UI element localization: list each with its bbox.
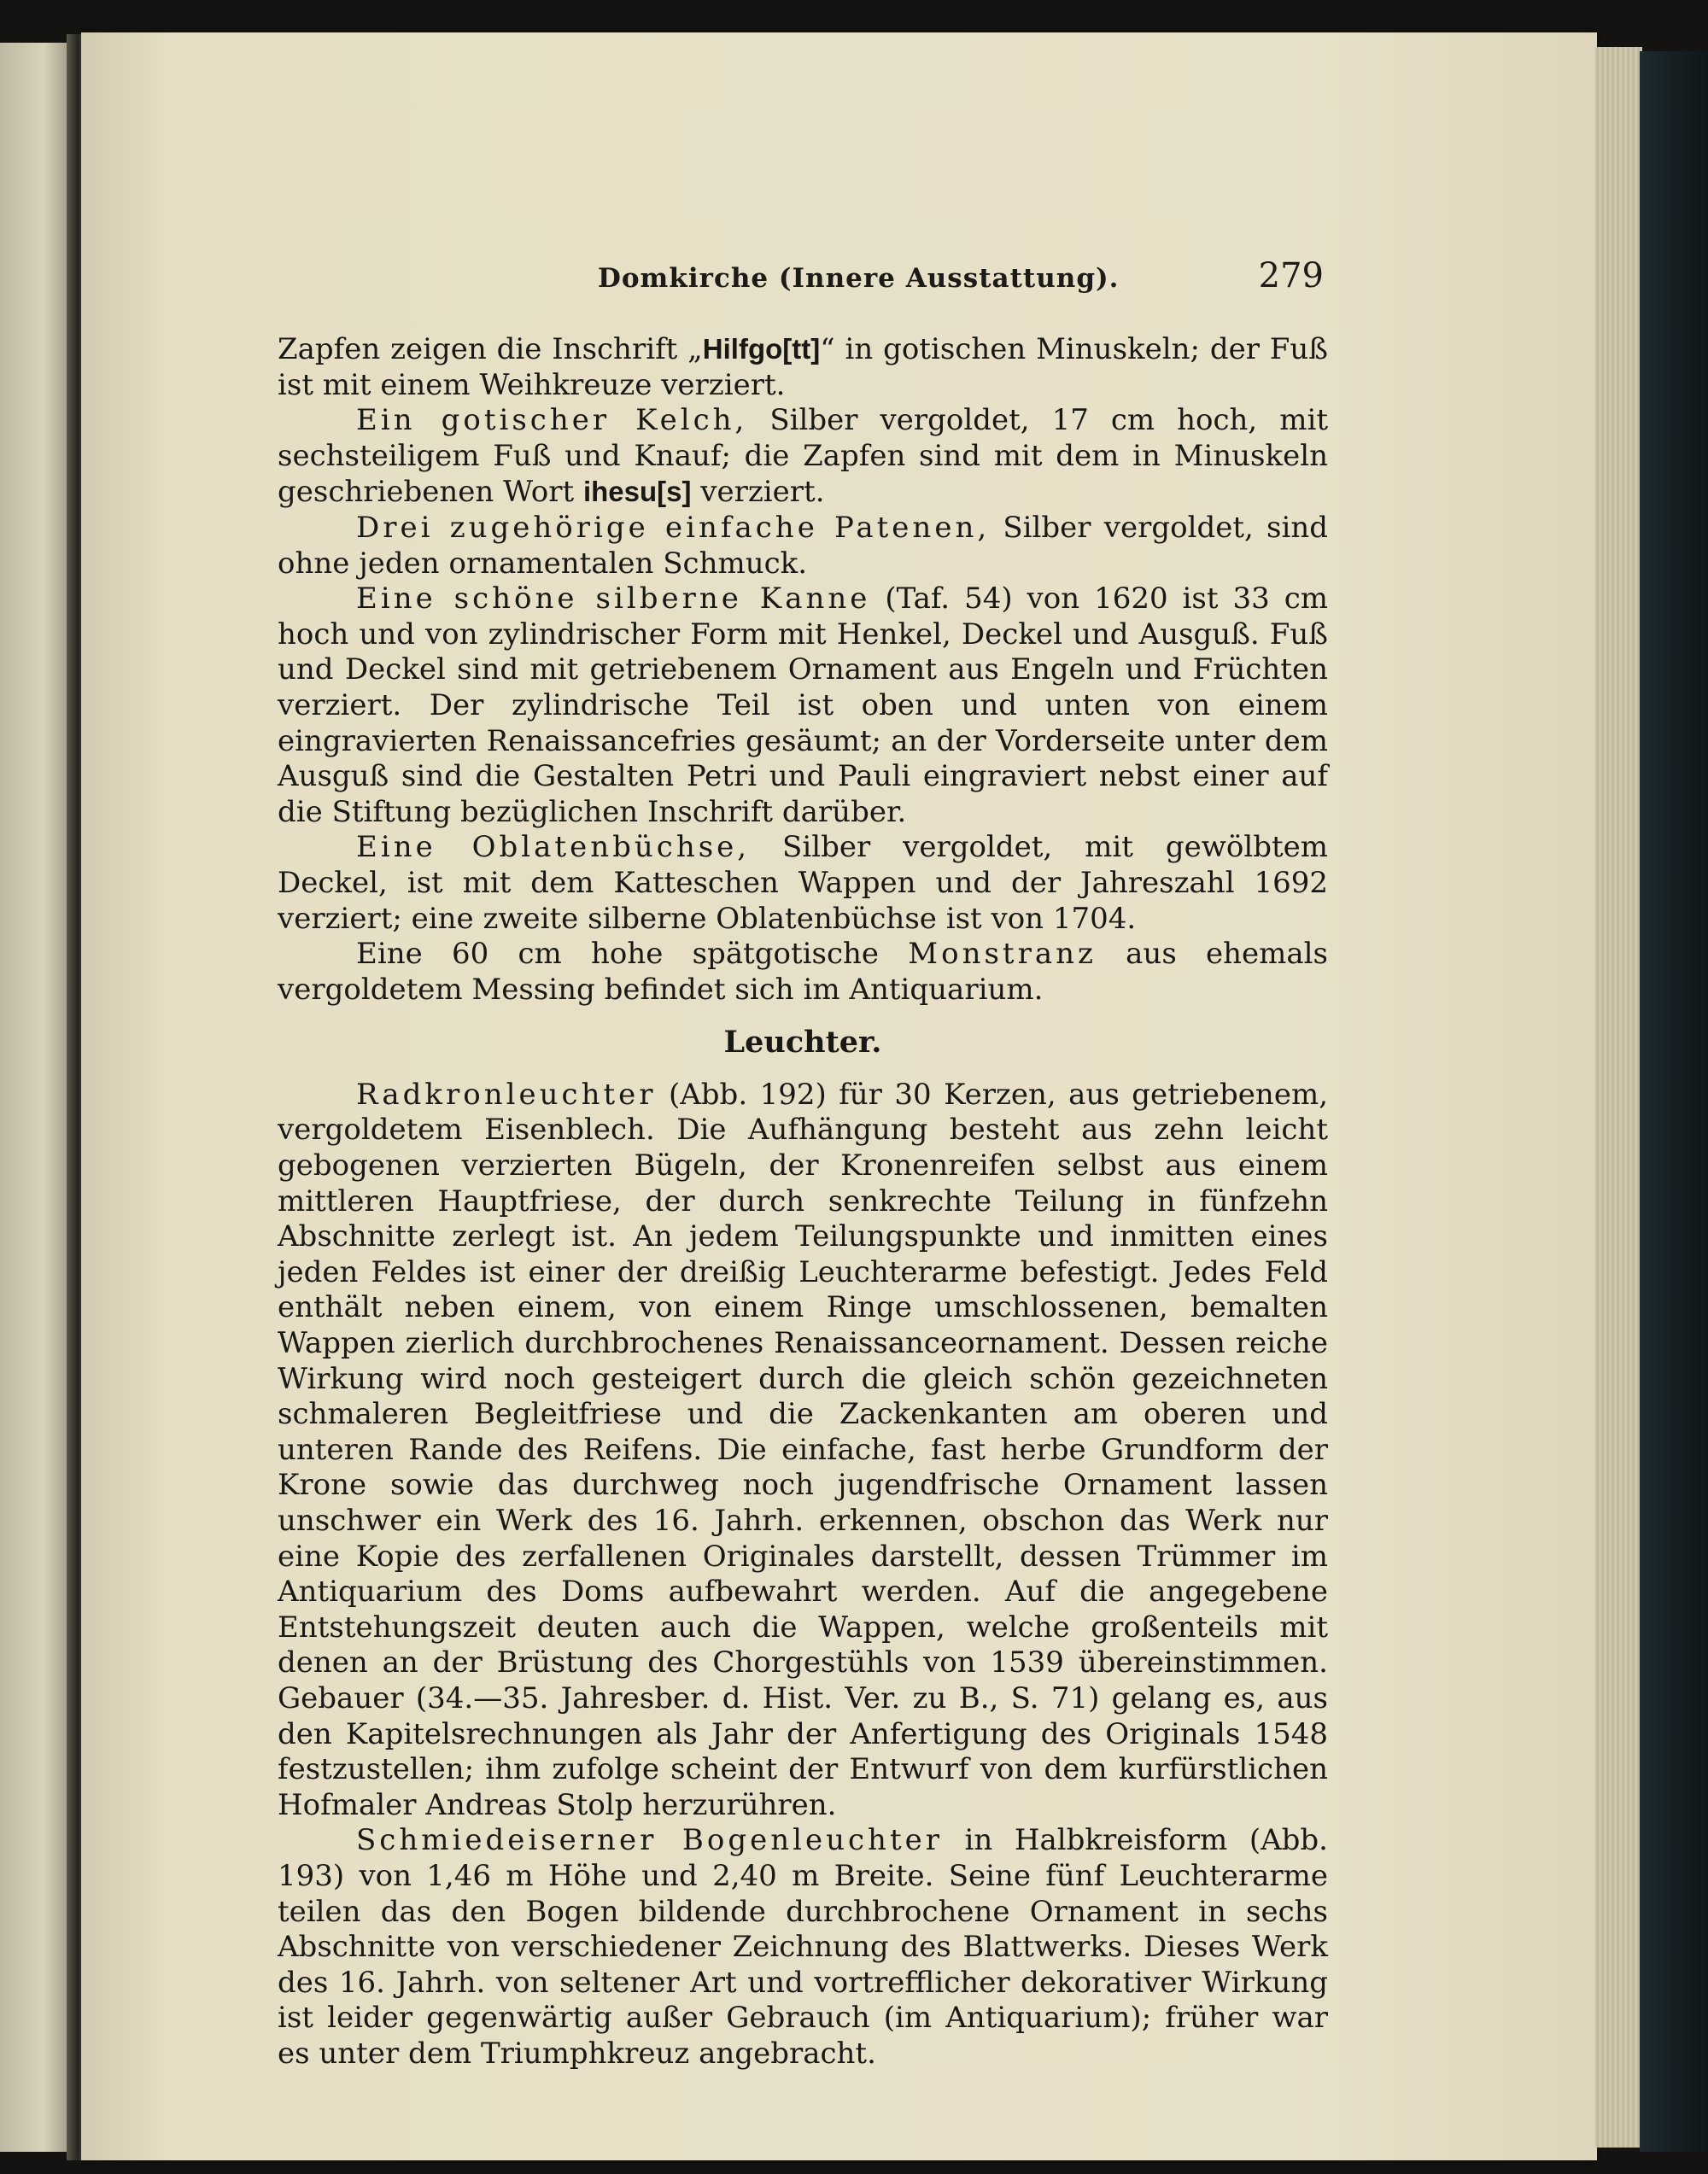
item-title-radkronleuchter: Radkronleuchter <box>356 1077 657 1112</box>
text-run: (Abb. 192) für 30 Kerzen, aus getriebenem, vergoldetem Eisenblech. Die Aufhängung besteht aus zehn leicht gebogenen verzierten Bügeln, der Kronenreifen selbst aus einem mittleren Hauptfriese, der durch senkrechte Teilung in fünfzehn Abschnitte zerlegt ist. An jedem Teilungspunkte und inmitten eines jeden Feldes ist einer der dreißig Leuchterarme befestigt. Jedes Feld enthält neben einem, von einem Ringe umschlossenen, bemalten Wappen zierlich durchbrochenes Renaissanceornament. Dessen reiche Wirkung wird noch gesteigert durch die gleich schön gezeichneten schmaleren Begleitfriese und die Zackenkanten am oberen und unteren Rande des Reifens. Die einfache, fast herbe Grundform der Krone sowie das durchweg noch jugendfrische Ornament lassen unschwer ein Werk des 16. Jahrh. erkennen, obschon das Werk nur eine Kopie des zerfallenen Originales darstellt, dessen Trümmer im Antiquarium des Doms aufbewahrt werden. Auf die angegebene Entstehungszeit deuten auch die Wappen, welche großenteils mit denen an der Brüstung des Chorgestühls von 1539 übereinstimmen. Gebauer (34.—35. Jahresber. d. Hist. Ver. zu B., S. 71) gelang es, aus den Kapitelsrechnungen als Jahr der Anfertigung des Originals 1548 festzustellen; ihm zufolge scheint der Entwurf von dem kurfürstlichen Hofmaler Andreas Stolp herzurühren. <box>278 1077 1328 1822</box>
section-heading: Leuchter. <box>723 1025 882 1061</box>
text-run: in Halbkreisform (Abb. 193) von 1,46 m Höhe und 2,40 m Breite. Seine fünf Leuchterarme teilen das den Bogen bildende durchbrochene Ornament in sechs Abschnitte von verschiedener Zeichnung des Blattwerks. Dieses Werk des 16. Jahrh. von seltener Art und vortrefflicher dekorativer Wirkung ist leider gegenwärtig außer Gebrauch (im Antiquarium); früher war es unter dem Triumphkreuz angebracht. <box>278 1823 1328 2071</box>
paragraph-zapfen <box>278 331 1328 403</box>
book-cover <box>1640 51 1708 2152</box>
text-run: Eine 60 cm hohe spätgotische <box>356 937 909 972</box>
page-stack-edges <box>1595 47 1642 2148</box>
item-title-kelch: Ein gotischer Kelch, <box>356 403 748 438</box>
item-title-patenen: Drei zugehörige einfache Patenen, <box>356 510 991 545</box>
paragraph-radkronleuchter <box>278 1078 1328 1823</box>
paragraph-kelch <box>278 403 1328 511</box>
paragraph-patenen <box>278 511 1328 581</box>
text-run: verziert. <box>691 475 825 510</box>
text-run: “ in gotischen Minuskeln; der Fuß ist mit einem Weihkreuze verziert. <box>278 332 1328 402</box>
item-title-monstranz: Monstranz <box>908 937 1097 972</box>
item-title-kanne: Eine schöne silberne Kanne <box>356 581 871 617</box>
paragraph-monstranz <box>278 937 1328 1008</box>
running-head: Domkirche (Innere Ausstattung). <box>598 263 1120 294</box>
item-title-bogenleuchter: Schmiedeiserner Bogenleuchter <box>356 1823 943 1858</box>
inscription-hilfgott: Hilfgo[tt] <box>702 333 821 365</box>
item-title-oblatenbuechse: Eine Oblatenbüchse, <box>356 830 751 865</box>
text-run: Zapfen zeigen die Inschrift „ <box>278 332 703 366</box>
text-run: Silber vergoldet, 17 cm hoch, mit sechsteiligem Fuß und Knauf; die Zapfen sind mit dem in Minuskeln geschriebenen Wort <box>278 403 1329 510</box>
page-number: 279 <box>1258 256 1324 295</box>
text-run: (Taf. 54) von 1620 ist 33 cm hoch und von zylindrischer Form mit Henkel, Deckel und Ausguß. Fuß und Deckel sind mit getriebenem Ornament aus Engeln und Früchten verziert. Der zylindrische Teil ist oben und unten von einem eingravierten Renaissancefries gesäumt; an der Vorderseite unter dem Ausguß sind die Gestalten Petri und Pauli eingraviert nebst einer auf die Stiftung bezüglichen Inschrift darüber. <box>278 581 1329 829</box>
inscription-ihesus: ihesu[s] <box>582 476 692 508</box>
text-run: Silber vergoldet, sind ohne jeden ornamentalen Schmuck. <box>278 510 1328 581</box>
body-text <box>278 331 1328 2072</box>
text-run: Silber vergoldet, mit gewölbtem Deckel, ist mit dem Katteschen Wappen und der Jahreszahl 1692 verziert; eine zweite silberne Oblatenbüchse ist von 1704. <box>278 830 1329 936</box>
paragraph-oblatenbuechse <box>278 830 1328 937</box>
paragraph-kanne <box>278 581 1328 830</box>
left-page-edge <box>0 43 73 2152</box>
paragraph-bogenleuchter <box>278 1823 1328 2072</box>
page-header <box>598 256 1324 307</box>
text-run: aus ehemals vergoldetem Messing befindet sich im Antiquarium. <box>278 937 1328 1007</box>
